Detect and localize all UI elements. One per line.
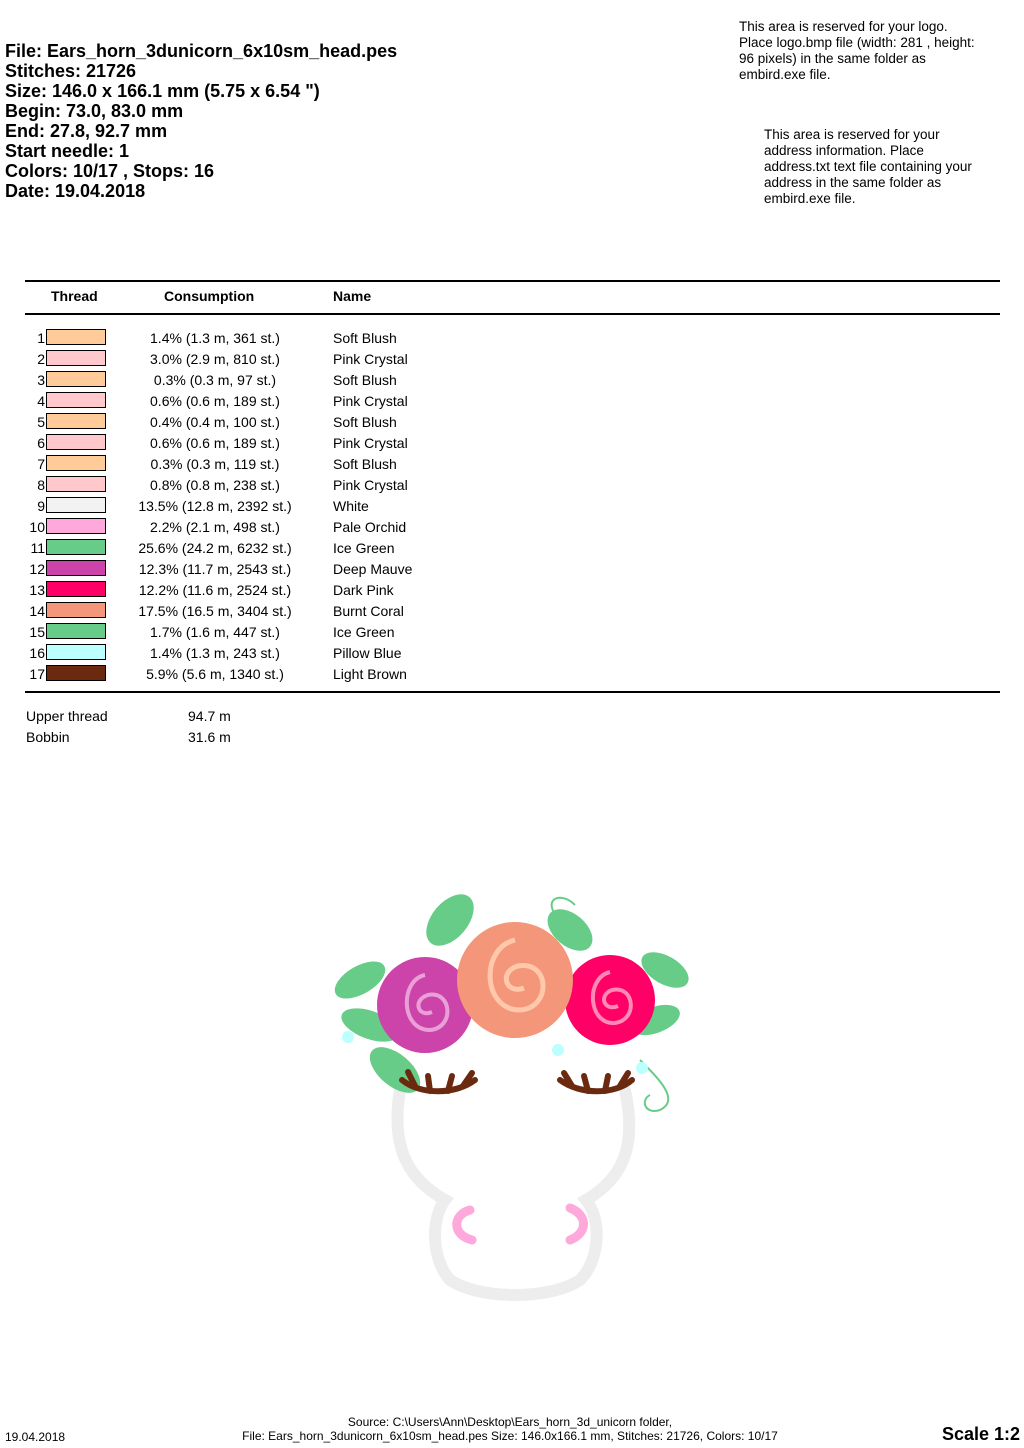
table-header-rule [25, 313, 1000, 315]
thread-number: 5 [37, 414, 45, 430]
thread-name: Pale Orchid [333, 519, 407, 535]
colors-stops: Colors: 10/17 , Stops: 16 [5, 161, 215, 181]
upper-thread-label: Upper thread [26, 708, 108, 724]
thread-color-swatch [46, 665, 106, 681]
file-name: File: Ears_horn_3dunicorn_6x10sm_head.pes [5, 41, 398, 61]
design-info [5, 41, 397, 201]
embroidery-design-preview [320, 880, 700, 1310]
table-row [25, 600, 625, 621]
thread-consumption: 17.5% (16.5 m, 3404 st.) [138, 603, 292, 619]
thread-color-swatch [46, 371, 106, 387]
address-placeholder-note: This area is reserved for your address information. Place address.txt text file containing your address in the same folder as embird.exe file. [764, 127, 972, 206]
table-row [25, 663, 625, 684]
footer-date: 19.04.2018 [5, 1430, 66, 1444]
table-row [25, 411, 625, 432]
logo-placeholder-note: This area is reserved for your logo. Place logo.bmp file (width: 281 , height: 96 pixels) in the same folder as embird.exe file. [739, 19, 975, 82]
column-header-thread: Thread [51, 288, 98, 304]
thread-name: Soft Blush [333, 330, 397, 346]
table-row [25, 537, 625, 558]
thread-color-swatch [46, 392, 106, 408]
table-row [25, 579, 625, 600]
thread-color-swatch [46, 539, 106, 555]
thread-name: Dark Pink [333, 582, 394, 598]
bobbin-row [26, 729, 286, 750]
thread-consumption: 0.6% (0.6 m, 189 st.) [150, 393, 280, 409]
thread-totals [26, 708, 286, 750]
thread-color-swatch [46, 581, 106, 597]
thread-table [25, 327, 625, 684]
thread-name: Soft Blush [333, 456, 397, 472]
left-nostril [457, 1210, 472, 1240]
table-row [25, 327, 625, 348]
table-row [25, 432, 625, 453]
thread-name: Pink Crystal [333, 435, 408, 451]
thread-consumption: 2.2% (2.1 m, 498 st.) [150, 519, 280, 535]
table-row [25, 642, 625, 663]
thread-color-swatch [46, 518, 106, 534]
rose-center [457, 922, 573, 1038]
table-row [25, 390, 625, 411]
footer-file-summary: File: Ears_horn_3dunicorn_6x10sm_head.pes Size: 146.0x166.1 mm, Stitches: 21726, Colors: 10/17 [242, 1429, 778, 1443]
thread-color-swatch [46, 476, 106, 492]
thread-number: 17 [29, 666, 45, 682]
table-row [25, 453, 625, 474]
end-point: End: 27.8, 92.7 mm [5, 121, 168, 141]
start-needle: Start needle: 1 [5, 141, 130, 161]
thread-name: Deep Mauve [333, 561, 413, 577]
table-top-rule [25, 280, 1000, 282]
thread-color-swatch [46, 329, 106, 345]
thread-consumption: 0.8% (0.8 m, 238 st.) [150, 477, 280, 493]
thread-name: White [333, 498, 369, 514]
thread-color-swatch [46, 623, 106, 639]
thread-number: 13 [29, 582, 45, 598]
thread-color-swatch [46, 413, 106, 429]
right-eyelashes [560, 1073, 632, 1091]
thread-number: 9 [37, 498, 45, 514]
thread-number: 2 [37, 351, 45, 367]
table-row [25, 348, 625, 369]
thread-consumption: 5.9% (5.6 m, 1340 st.) [146, 666, 284, 682]
thread-name: Burnt Coral [333, 603, 404, 619]
design-size: Size: 146.0 x 166.1 mm (5.75 x 6.54 ") [5, 81, 320, 101]
thread-number: 1 [37, 330, 45, 346]
thread-consumption: 1.7% (1.6 m, 447 st.) [150, 624, 280, 640]
thread-consumption: 1.4% (1.3 m, 361 st.) [150, 330, 280, 346]
column-header-name: Name [333, 288, 372, 304]
thread-consumption: 0.3% (0.3 m, 119 st.) [150, 456, 280, 472]
table-row [25, 495, 625, 516]
thread-consumption: 25.6% (24.2 m, 6232 st.) [138, 540, 292, 556]
thread-number: 11 [30, 540, 45, 556]
thread-consumption: 12.3% (11.7 m, 2543 st.) [138, 561, 292, 577]
thread-name: Light Brown [333, 666, 407, 682]
table-row [25, 516, 625, 537]
scale-label: Scale 1:2 [941, 1424, 1020, 1444]
blue-dot-mid [552, 1044, 564, 1056]
table-row [25, 369, 625, 390]
table-row [25, 474, 625, 495]
thread-color-swatch [46, 455, 106, 471]
thread-number: 7 [37, 456, 45, 472]
thread-color-swatch [46, 350, 106, 366]
thread-color-swatch [46, 560, 106, 576]
thread-number: 12 [29, 561, 45, 577]
thread-consumption: 0.4% (0.4 m, 100 st.) [150, 414, 280, 430]
thread-consumption: 13.5% (12.8 m, 2392 st.) [138, 498, 292, 514]
thread-name: Pink Crystal [333, 393, 408, 409]
right-nostril [570, 1208, 584, 1240]
thread-name: Pink Crystal [333, 351, 408, 367]
thread-number: 15 [29, 624, 45, 640]
footer-source-path: Source: C:\Users\Ann\Desktop\Ears_horn_3d_unicorn folder, [347, 1415, 673, 1429]
thread-consumption: 3.0% (2.9 m, 810 st.) [150, 351, 280, 367]
thread-number: 10 [29, 519, 45, 535]
thread-number: 14 [29, 603, 45, 619]
thread-color-swatch [46, 602, 106, 618]
upper-thread-value: 94.7 m [188, 708, 231, 724]
thread-name: Pink Crystal [333, 477, 408, 493]
thread-color-swatch [46, 497, 106, 513]
thread-color-swatch [46, 644, 106, 660]
thread-consumption: 0.6% (0.6 m, 189 st.) [150, 435, 280, 451]
thread-name: Soft Blush [333, 372, 397, 388]
thread-consumption: 0.3% (0.3 m, 97 st.) [153, 372, 277, 388]
thread-name: Soft Blush [333, 414, 397, 430]
bobbin-label: Bobbin [26, 729, 70, 745]
stitch-count: Stitches: 21726 [5, 61, 137, 81]
thread-name: Ice Green [333, 540, 395, 556]
rose-right [565, 955, 655, 1045]
column-header-consumption: Consumption [164, 288, 255, 304]
thread-number: 6 [37, 435, 45, 451]
thread-number: 16 [29, 645, 45, 661]
blue-dot-left [342, 1031, 354, 1043]
thread-number: 3 [37, 372, 45, 388]
bobbin-value: 31.6 m [188, 729, 231, 745]
design-date: Date: 19.04.2018 [5, 181, 146, 201]
thread-name: Pillow Blue [333, 645, 402, 661]
footer-source [150, 1415, 870, 1443]
upper-thread-row [26, 708, 286, 729]
table-row [25, 621, 625, 642]
head-outline [397, 1090, 629, 1295]
thread-consumption: 12.2% (11.6 m, 2524 st.) [138, 582, 292, 598]
thread-number: 8 [37, 477, 45, 493]
table-bottom-rule [25, 691, 1000, 693]
begin-point: Begin: 73.0, 83.0 mm [5, 101, 184, 121]
thread-color-swatch [46, 434, 106, 450]
blue-dot-right [636, 1062, 648, 1074]
thread-name: Ice Green [333, 624, 395, 640]
table-row [25, 558, 625, 579]
thread-number: 4 [37, 393, 45, 409]
thread-consumption: 1.4% (1.3 m, 243 st.) [150, 645, 280, 661]
